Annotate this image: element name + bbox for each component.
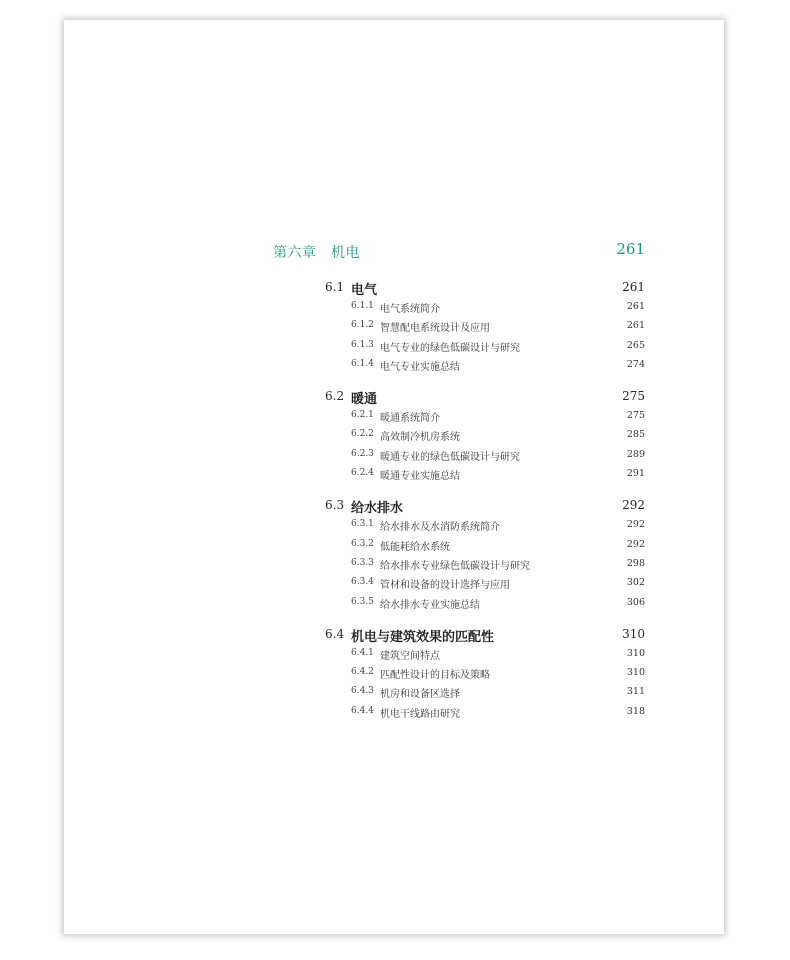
subsection-number: 6.1.3 — [351, 339, 374, 350]
subsection-number: 6.1.4 — [351, 358, 374, 369]
section-page-number: 261 — [622, 280, 645, 294]
toc-subsection-entry — [273, 426, 645, 445]
subsection-title: 暖通系统简介 — [380, 413, 440, 425]
subsection-title: 暖通专业实施总结 — [380, 471, 460, 483]
toc-section-entry — [273, 496, 645, 516]
subsection-page-number: 298 — [626, 557, 645, 569]
subsection-page-number: 310 — [626, 667, 645, 679]
subsection-page-number: 306 — [626, 596, 645, 608]
section-number: 6.4 — [325, 626, 345, 641]
toc-subsection-entry — [273, 664, 645, 683]
toc-subsection-entry — [273, 645, 645, 664]
toc-section-entry — [273, 278, 645, 298]
subsection-page-number: 310 — [626, 647, 645, 659]
section-number: 6.2 — [325, 389, 345, 404]
toc-subsection-entry — [273, 574, 645, 593]
toc-subsection-entry — [273, 356, 645, 375]
subsection-title: 电气专业实施总结 — [380, 361, 460, 373]
chapter-page-number: 261 — [616, 240, 645, 258]
toc-subsection-entry — [273, 703, 645, 722]
toc-subsection-entry — [273, 407, 645, 426]
subsection-number: 6.3.4 — [351, 577, 374, 588]
subsection-page-number: 285 — [626, 429, 645, 441]
toc-section-entry — [273, 625, 645, 645]
subsection-title: 电气系统简介 — [380, 304, 440, 315]
subsection-page-number: 291 — [626, 468, 645, 480]
toc-subsection-entry — [273, 536, 645, 555]
subsection-title: 暖通专业的绿色低碳设计与研究 — [380, 451, 520, 463]
subsection-number: 6.4.1 — [351, 647, 374, 658]
subsection-page-number: 318 — [626, 705, 645, 717]
toc-subsection-entry — [273, 594, 645, 613]
chapter-heading — [273, 240, 645, 262]
subsection-number: 6.2.4 — [351, 468, 374, 479]
toc-subsection-entry — [273, 683, 645, 702]
subsection-page-number: 261 — [626, 320, 645, 332]
section-number: 6.3 — [325, 498, 345, 513]
subsection-page-number: 274 — [626, 358, 645, 370]
subsection-number: 6.3.3 — [351, 557, 374, 568]
subsection-page-number: 311 — [626, 686, 645, 698]
subsection-title: 匹配性设计的目标及策略 — [380, 670, 490, 682]
subsection-title: 电气专业的绿色低碳设计与研究 — [380, 342, 520, 354]
subsection-number: 6.2.2 — [351, 429, 374, 440]
subsection-title: 建筑空间特点 — [380, 650, 440, 662]
toc-section-block — [273, 387, 645, 484]
subsection-number: 6.2.1 — [351, 410, 374, 421]
toc-subsection-entry — [273, 555, 645, 574]
subsection-title: 给水排水专业绿色低碳设计与研究 — [380, 560, 530, 572]
subsection-title: 管材和设备的设计选择与应用 — [380, 580, 510, 592]
section-page-number: 310 — [622, 626, 645, 641]
section-number: 6.1 — [325, 280, 345, 294]
subsection-number: 6.4.3 — [351, 686, 374, 697]
section-title: 暖通 — [351, 392, 378, 408]
table-of-contents — [273, 240, 645, 722]
subsection-page-number: 289 — [626, 448, 645, 460]
subsection-page-number: 292 — [626, 519, 645, 531]
subsection-number: 6.2.3 — [351, 448, 374, 459]
toc-subsection-entry — [273, 298, 645, 317]
toc-section-block — [273, 496, 645, 612]
subsection-page-number: 261 — [626, 301, 645, 312]
subsection-number: 6.4.2 — [351, 667, 374, 678]
subsection-number: 6.3.1 — [351, 519, 374, 530]
subsection-title: 给水排水专业实施总结 — [380, 599, 480, 611]
toc-subsection-entry — [273, 317, 645, 336]
toc-subsection-entry — [273, 446, 645, 465]
section-page-number: 275 — [622, 389, 645, 404]
toc-subsection-entry — [273, 465, 645, 484]
chapter-title: 第六章 机电 — [273, 245, 360, 261]
section-title: 机电与建筑效果的匹配性 — [351, 629, 495, 645]
subsection-page-number: 302 — [626, 577, 645, 589]
toc-section-block — [273, 278, 645, 375]
subsection-number: 6.1.1 — [351, 301, 374, 311]
subsection-title: 智慧配电系统设计及应用 — [380, 323, 490, 335]
subsection-number: 6.4.4 — [351, 705, 374, 716]
subsection-number: 6.1.2 — [351, 320, 374, 331]
subsection-page-number: 275 — [626, 410, 645, 422]
subsection-title: 给水排水及水消防系统简介 — [380, 522, 500, 534]
subsection-number: 6.3.5 — [351, 596, 374, 607]
section-page-number: 292 — [622, 498, 645, 513]
toc-section-entry — [273, 387, 645, 407]
subsection-title: 机电干线路由研究 — [380, 708, 460, 720]
subsection-title: 机房和设备区选择 — [380, 689, 460, 701]
subsection-title: 高效制冷机房系统 — [380, 432, 460, 444]
subsection-number: 6.3.2 — [351, 538, 374, 549]
subsection-page-number: 292 — [626, 538, 645, 550]
section-title: 电气 — [351, 283, 378, 298]
subsection-title: 低能耗给水系统 — [380, 541, 450, 553]
section-title: 给水排水 — [351, 501, 404, 517]
toc-subsection-entry — [273, 516, 645, 535]
subsection-page-number: 265 — [626, 339, 645, 351]
book-page — [64, 20, 724, 934]
toc-subsection-entry — [273, 337, 645, 356]
toc-section-block — [273, 625, 645, 722]
